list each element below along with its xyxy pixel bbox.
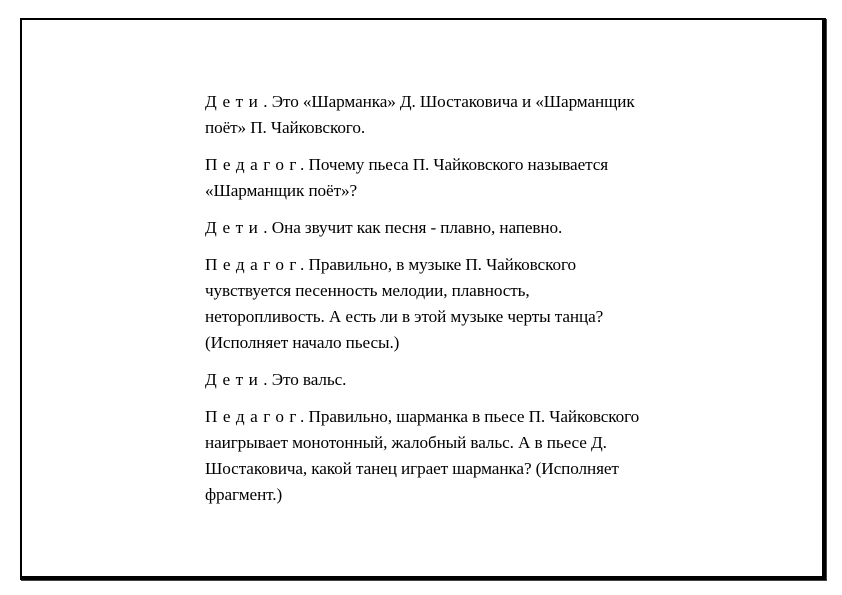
- line: Она звучит как песня - плавно, напевно.: [271, 218, 563, 237]
- line: (Исполняет начало пьесы.): [205, 333, 400, 352]
- speaker-label: Педагог.: [205, 155, 310, 174]
- line: Почему пьеса П. Чайковского называется: [308, 155, 609, 174]
- line: Правильно, в музыке П. Чайковского: [308, 255, 576, 274]
- paragraph-3: [205, 215, 725, 241]
- speaker-label: Педагог.: [205, 255, 310, 274]
- line: «Шарманщик поёт»?: [205, 181, 358, 200]
- speaker-label: Дети.: [205, 370, 274, 389]
- line: чувствуется песенность мелодии, плавность,: [205, 281, 530, 300]
- speaker-label: Дети.: [205, 92, 274, 111]
- line: Это вальс.: [271, 370, 347, 389]
- line: Правильно, шарманка в пьесе П. Чайковского: [308, 407, 640, 426]
- line: фрагмент.): [205, 485, 283, 504]
- paragraph-4: [205, 252, 725, 356]
- speaker-label: Дети.: [205, 218, 274, 237]
- paragraph-2: [205, 152, 725, 204]
- speaker-label: Педагог.: [205, 407, 310, 426]
- line: неторопливость. А есть ли в этой музыке черты танца?: [205, 307, 604, 326]
- line: наигрывает монотонный, жалобный вальс. А в пьесе Д.: [205, 433, 607, 452]
- paragraph-6: [205, 404, 725, 508]
- line: поёт» П. Чайковского.: [205, 118, 366, 137]
- paragraph-1: [205, 89, 725, 141]
- line: Шостаковича, какой танец играет шарманка? (Исполняет: [205, 459, 619, 478]
- line: Это «Шарманка» Д. Шостаковича и «Шарманщик: [271, 92, 635, 111]
- dialogue-text: [205, 89, 725, 519]
- paragraph-5: [205, 367, 725, 393]
